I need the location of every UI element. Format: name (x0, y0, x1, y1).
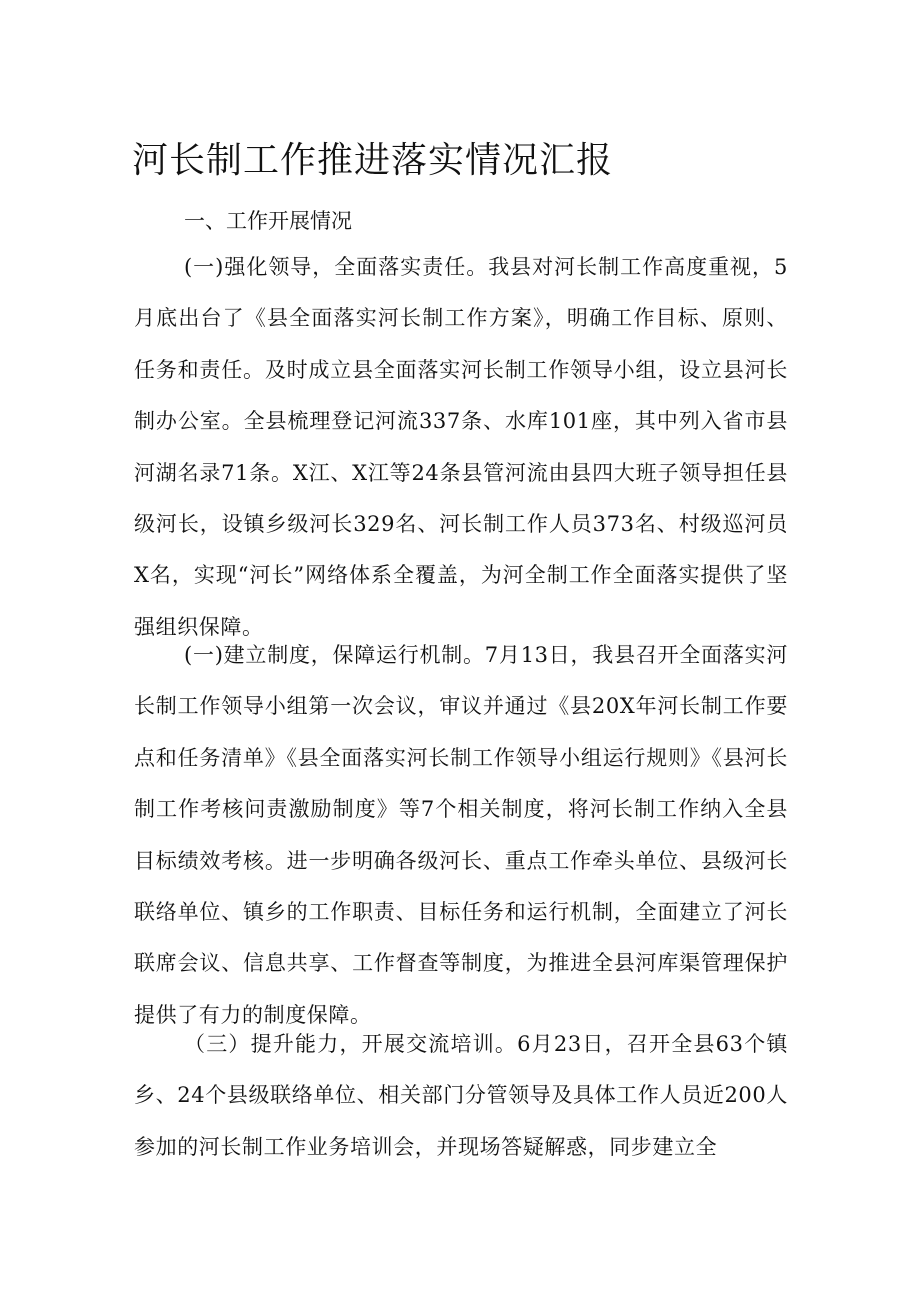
paragraph-establish-system: (一)建立制度，保障运行机制。7月13日，我县召开全面落实河长制工作领导小组第一次会议，审议并通过《县20X年河长制工作要点和任务清单》《县全面落实河长制工作领导小组运行规则》《县河长制工作考核问责激励制度》等7个相关制度，将河长制工作纳入全县目标绩效考核。进一步明确各级河长、重点工作牵头单位、县级河长联络单位、镇乡的工作职责、目标任务和运行机制，全面建立了河长联席会议、信息共享、工作督查等制度，为推进全县河库渠管理保护提供了有力的制度保障。 (134, 643, 788, 1027)
paragraph-training: （三）提升能力，开展交流培训。6月23日，召开全县63个镇乡、24个县级联络单位、相关部门分管领导及具体工作人员近200人参加的河长制工作业务培训会，并现场答疑解惑，同步建立全 (134, 1032, 788, 1159)
section-heading: 一、工作开展情况 (184, 209, 352, 233)
paragraph-strengthen-leadership: (一)强化领导，全面落实责任。我县对河长制工作高度重视，5月底出台了《县全面落实河长制工作方案》，明确工作目标、原则、任务和责任。及时成立县全面落实河长制工作领导小组，设立县河长制办公室。全县梳理登记河流337条、水库101座，其中列入省市县河湖名录71条。X江、X江等24条县管河流由县四大班子领导担任县级河长，设镇乡级河长329名、河长制工作人员373名、村级巡河员X名，实现“河长”网络体系全覆盖，为河全制工作全面落实提供了坚强组织保障。 (134, 255, 788, 639)
document-title: 河长制工作推进落实情况汇报 (132, 140, 614, 181)
